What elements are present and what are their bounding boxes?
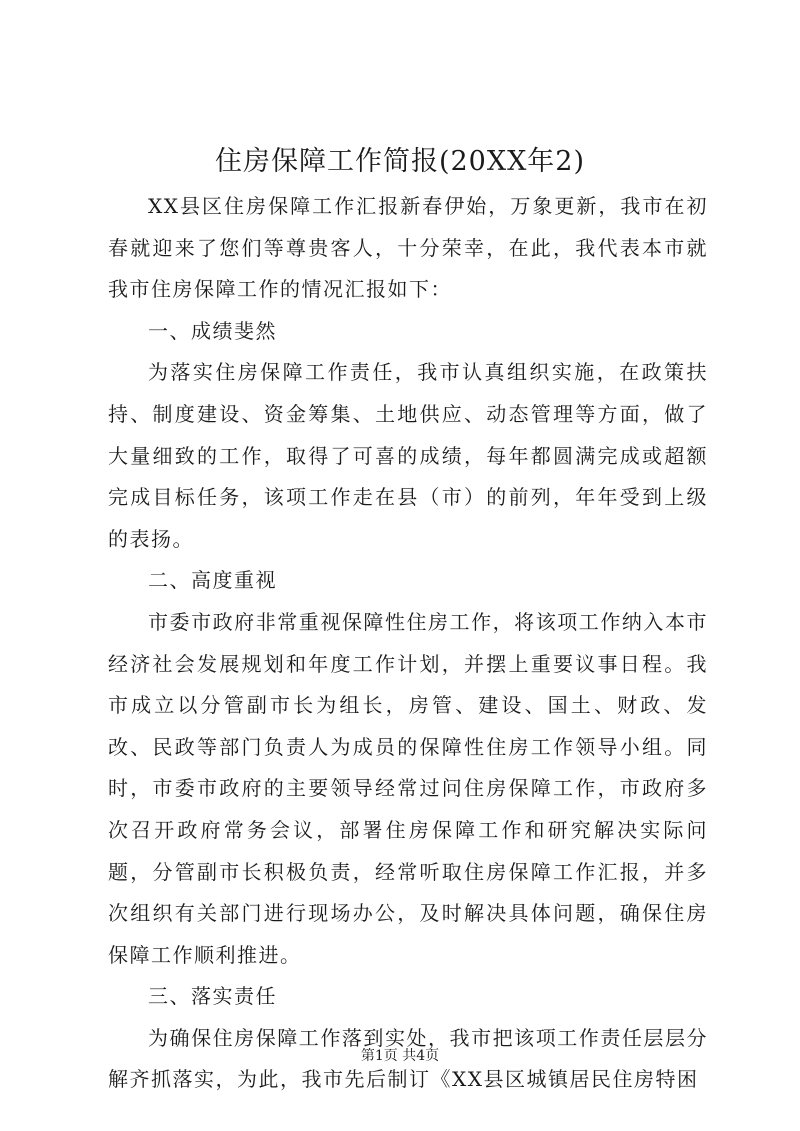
section-heading-achievements: 一、成绩斐然 xyxy=(148,318,277,343)
page-number-footer: 第1页 共4页 xyxy=(360,1048,440,1064)
paragraph-attention: 市委市政府非常重视保障性住房工作，将该项工作纳入本市经济社会发展规划和年度工作计划，并摆上重要议事日程。我市成立以分管副市长为组长，房管、建设、国土、财政、发改、民政等部门负责人为成员的保障性住房工作领导小组。同时，市委市政府的主要领导经常过问住房保障工作，市政府多次召开政府常务会议，部署住房保障工作和研究解决实际问题，分管副市长积极负责，经常听取住房保障工作汇报，并多次组织有关部门进行现场办公，及时解决具体问题，确保住房保障工作顺利推进。 xyxy=(108,609,708,967)
paragraph-responsibility: 为确保住房保障工作落到实处，我市把该项工作责任层层分解齐抓落实，为此，我市先后制订《XX县区城镇居民住房特困 xyxy=(108,1025,708,1092)
paragraph-achievements: 为落实住房保障工作责任，我市认真组织实施，在政策扶持、制度建设、资金筹集、土地供应、动态管理等方面，做了大量细致的工作，取得了可喜的成绩，每年都圆满完成或超额完成目标任务，该项工作走在县（市）的前列，年年受到上级的表扬。 xyxy=(108,360,708,551)
paragraph-intro: XX县区住房保障工作汇报新春伊始，万象更新，我市在初春就迎来了您们等尊贵客人，十分荣幸，在此，我代表本市就我市住房保障工作的情况汇报如下： xyxy=(108,194,708,302)
section-heading-attention: 二、高度重视 xyxy=(148,568,277,593)
document-title: 住房保障工作简报(20XX年2) xyxy=(214,146,586,177)
document-body xyxy=(108,186,708,1101)
section-heading-responsibility: 三、落实责任 xyxy=(148,984,277,1009)
